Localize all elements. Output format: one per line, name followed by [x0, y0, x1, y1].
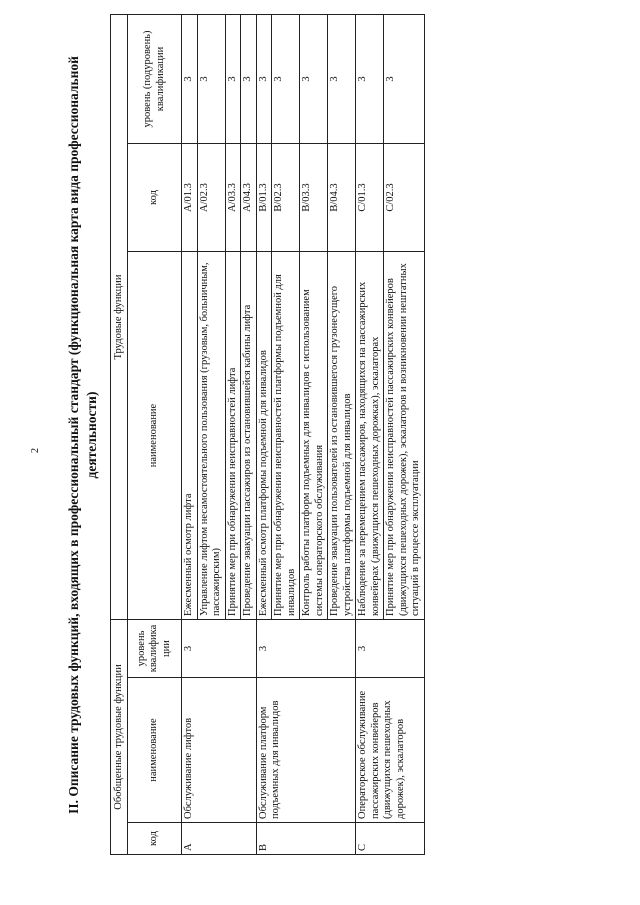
- function-sublevel: 3: [182, 14, 198, 143]
- function-sublevel: 3: [384, 14, 425, 143]
- function-code: C/01.3: [356, 144, 384, 252]
- group-code: B: [256, 823, 356, 855]
- table-row: [182, 14, 198, 854]
- page-title: II. Описание трудовых функций, входящих в профессиональный стандарт (функциональная карта вида профессиональной деятельности): [66, 56, 99, 814]
- function-code: B/03.3: [300, 144, 328, 252]
- function-sublevel: 3: [300, 14, 328, 143]
- function-code: A/03.3: [225, 144, 241, 252]
- header-sublevel: уровень (подуровень) квалификации: [128, 14, 182, 143]
- group-code: A: [182, 823, 257, 855]
- function-sublevel: 3: [241, 14, 257, 143]
- header-name: наименование: [128, 678, 182, 823]
- header-code: код: [128, 823, 182, 855]
- functional-map-table: [110, 14, 425, 855]
- header-generalized-functions: Обобщенные трудовые функции: [111, 620, 128, 855]
- rotated-page-content: [65, 15, 640, 855]
- function-sublevel: 3: [225, 14, 241, 143]
- function-sublevel: 3: [197, 14, 225, 143]
- function-sublevel: 3: [356, 14, 384, 143]
- function-name: Ежесменный осмотр платформы подъемной для инвалидов: [256, 252, 272, 620]
- function-name: Проведение эвакуации пользователей из остановившегося грузонесущего устройства платформы подъемной для инвалидов: [328, 252, 356, 620]
- page-number: 2: [30, 448, 41, 453]
- table-row: [356, 14, 384, 854]
- function-name: Контроль работы платформ подъемных для инвалидов с использованием системы операторского обслуживания: [300, 252, 328, 620]
- function-sublevel: 3: [328, 14, 356, 143]
- function-name: Принятие мер при обнаружении неисправностей пассажирских конвейеров (движущихся пешеходных дорожек), эскалаторов и возникновении нештатных ситуаций в процессе эксплуатации: [384, 252, 425, 620]
- function-sublevel: 3: [256, 14, 272, 143]
- function-name: Принятие мер при обнаружении неисправностей лифта: [225, 252, 241, 620]
- header-level: уровень квалификации: [128, 620, 182, 678]
- group-code: C: [356, 823, 425, 855]
- function-code: B/01.3: [256, 144, 272, 252]
- group-name: Обслуживание лифтов: [182, 678, 257, 823]
- function-code: A/02.3: [197, 144, 225, 252]
- group-level: 3: [356, 620, 425, 678]
- table-header-row-1: [111, 14, 128, 854]
- group-level: 3: [256, 620, 356, 678]
- function-name: Управление лифтом несамостоятельного пользования (грузовым, больничным, пассажирским): [197, 252, 225, 620]
- header-function-code: код: [128, 144, 182, 252]
- function-name: Ежесменный осмотр лифта: [182, 252, 198, 620]
- header-function-name: наименование: [128, 252, 182, 620]
- function-code: B/02.3: [272, 144, 300, 252]
- function-name: Проведение эвакуации пассажиров из остановившейся кабины лифта: [241, 252, 257, 620]
- function-sublevel: 3: [272, 14, 300, 143]
- function-name: Наблюдение за перемещением пассажиров, находящихся на пассажирских конвейерах (движущихся пешеходных дорожках), эскалаторах: [356, 252, 384, 620]
- table-header-row-2: [128, 14, 182, 854]
- function-code: C/02.3: [384, 144, 425, 252]
- function-code: B/04.3: [328, 144, 356, 252]
- function-code: A/01.3: [182, 144, 198, 252]
- header-labor-functions: Трудовые функции: [111, 14, 128, 619]
- function-code: A/04.3: [241, 144, 257, 252]
- group-name: Операторское обслуживание пассажирских конвейеров (движущихся пешеходных дорожек), эскалаторов: [356, 678, 425, 823]
- group-level: 3: [182, 620, 257, 678]
- table-row: [256, 14, 272, 854]
- function-name: Принятие мер при обнаружении неисправностей платформы подъемной для инвалидов: [272, 252, 300, 620]
- group-name: Обслуживание платформ подъемных для инвалидов: [256, 678, 356, 823]
